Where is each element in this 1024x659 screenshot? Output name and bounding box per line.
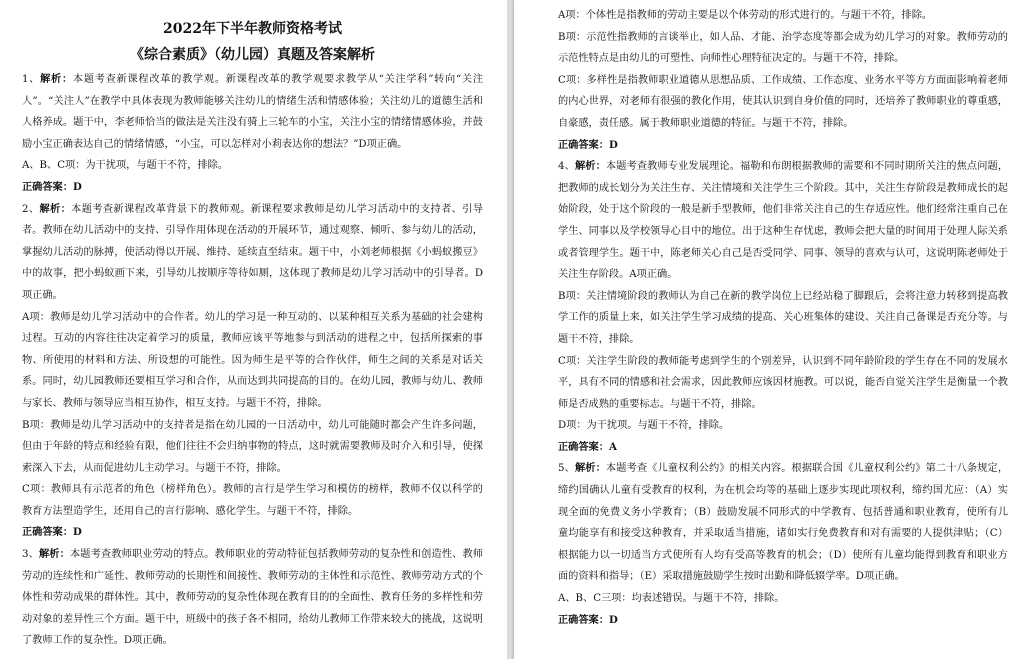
left-page-body — [22, 69, 483, 652]
document-title: 2022年下半年教师资格考试 — [163, 21, 342, 37]
answer-label: 正确答案： — [558, 613, 609, 626]
option-analysis: C项：关注学生阶段的教师能考虑到学生的个别差异，认识到不同年龄阶段的学生存在不同的发展水平，具有不同的情感和社会需求，因此教师应该因材施教。可以说，能否自觉关注学生是衡量一个教师是否成熟的重要标志。与题干不符，排除。 — [558, 355, 1008, 410]
option-analysis: B项：教师是幼儿学习活动中的支持者是指在幼儿园的一日活动中，幼儿可能随时都会产生许多问题，但由于年龄的特点和经验有限，他们往往不会归纳事物的特点，这时就需要教师及时介入和引导，使探索深入下去，从而促进幼儿主动学习。与题干不符，排除。 — [22, 419, 483, 474]
correct-answer — [558, 610, 1008, 632]
explanation-label: 解析： — [38, 548, 70, 561]
option-analysis: C项：教师具有示范者的角色（榜样角色）。教师的言行是学生学习和模仿的榜样，教师不仅以科学的教育方法塑造学生，还用自己的言行影响、感化学生。与题干不符，排除。 — [22, 484, 483, 517]
explanation-label: 解析： — [574, 462, 606, 475]
question-explanation — [22, 199, 483, 307]
question-explanation — [22, 544, 483, 652]
right-page-body — [558, 5, 1008, 631]
question-number: 1、 — [22, 74, 41, 85]
option-analysis: B项：关注情境阶段的教师认为自己在新的教学岗位上已经站稳了脚跟后，会将注意力转移到提高教学工作的质量上来，如关注学生学习成绩的提高、关心班集体的建设、关注自己备课是否充分等。与题干不符，排除。 — [558, 290, 1008, 345]
option-analysis: A、B、C三项：均表述错误。与题干不符，排除。 — [558, 593, 785, 605]
correct-answer — [22, 522, 483, 544]
option-analysis: C项：多样性是指教师职业道德从思想品质、工作成绩、工作态度、业务水平等方方面面影响着老师的内心世界，对老师有很强的教化作用，使其认识到自身价值的同时，还培养了教师职业的尊重感，自豪感，责任感。属于教师职业道德的特征。与题干不符，排除。 — [558, 74, 1008, 129]
answer-label: 正确答案： — [22, 180, 73, 193]
option-analysis: D项：为干扰项。与题干不符，排除。 — [558, 420, 730, 432]
answer-value: A — [608, 440, 617, 453]
answer-value: D — [608, 613, 618, 626]
option-analysis: A项：个体性是指教师的劳动主要是以个体劳动的形式进行的。与题干不符，排除。 — [558, 10, 933, 21]
document-subtitle: 《综合素质》（幼儿园）真题及答案解析 — [130, 47, 375, 63]
question-explanation — [558, 156, 1008, 286]
explanation-label: 解析： — [40, 73, 73, 85]
option-analysis: A、B、C项：为干扰项，与题干不符，排除。 — [22, 160, 229, 172]
correct-answer — [558, 135, 1008, 157]
option-analysis: B项：示范性指教师的言谈举止，如人品、才能、治学态度等都会成为幼儿学习的对象。教师劳动的示范性特点是由幼儿的可塑性、向师性心理特征决定的。与题干不符，排除。 — [558, 31, 1008, 65]
page-left — [0, 0, 507, 659]
answer-value: D — [72, 526, 82, 539]
explanation-label: 解析： — [574, 160, 606, 173]
question-explanation — [22, 69, 483, 155]
page-gap — [507, 0, 514, 659]
answer-label: 正确答案： — [558, 138, 609, 151]
answer-label: 正确答案： — [558, 440, 609, 453]
correct-answer — [558, 437, 1008, 459]
answer-label: 正确答案： — [22, 526, 73, 539]
explanation-text: 本题考查教师职业劳动的特点。教师职业的劳动特征包括教师劳动的复杂性和创造性、教师劳动的连续性和广延性、教师劳动的长期性和间接性、教师劳动的主体性和示范性、教师劳动方式的个体性和劳动成果的群体性。其中，教师劳动的复杂性体现在教育目的的全面性、教育任务的多样性和劳动对象的差异性三个方面。题干中，班级中的孩子各不相同，给幼儿教师工作带来较大的挑战，这说明了教师工作的复杂性。D项正确。 — [22, 549, 484, 647]
correct-answer — [22, 177, 483, 199]
option-analysis: A项：教师是幼儿学习活动中的合作者。幼儿的学习是一种互动的、以某种相互关系为基础的社会建构过程。互动的内容往往决定着学习的质量，教师应该平等地参与到活动的进程之中，包括所探索的事物、所使用的材料和方法、所设想的可能性。因为师生是平等的合作伙伴，师生之间的关系是对话关系。同时，幼儿园教师还要相互学习和合作，从而达到共同提高的目的。在幼儿园，教师与幼儿、教师与家长、教师与领导应当相互协作，相互支持。与题干不符，排除。 — [22, 311, 483, 409]
question-explanation — [558, 458, 1008, 588]
answer-value: D — [72, 180, 82, 193]
explanation-text: 本题考查教师专业发展理论。福勒和布朗根据教师的需要和不同时期所关注的焦点问题，把教师的成长划分为关注生存、关注情境和关注学生三个阶段。其中，关注生存阶段是教师成长的起始阶段，处于这个阶段的一般是新手型教师，他们非常关注自己的生存适应性。他们经常注重自己在学生、同事以及学校领导心目中的地位。出于这种生存忧虑，教师会把大量的时间用于处理人际关系或者管理学生。题干中，陈老师关心自己是否受同学、同事、领导的喜欢与认可，这说明陈老师处于关注生存阶段。A项正确。 — [558, 161, 1009, 281]
answer-value: D — [608, 138, 618, 151]
explanation-text: 本题考查《儿童权利公约》的相关内容。根据联合国《儿童权利公约》第二十八条规定，缔约国确认儿童有受教育的权利，为在机会均等的基础上逐步实现此项权利，缔约国尤应：（A）实现全面的免费义务小学教育；（B）鼓励发展不同形式的中学教育、包括普通和职业教育，使所有儿童均能享有和接受这种教育，并采取适当措施，诸如实行免费教育和对有需要的人提供津贴；（C）根据能力以一切适当方式使所有人均有受高等教育的机会；（D）使所有儿童均能得到教育和职业方面的资料和指导；（E）采取措施鼓励学生按时出勤和降低辍学率。D项正确。 — [558, 463, 1009, 583]
page-right — [514, 0, 1024, 659]
question-number: 2、 — [22, 203, 40, 215]
explanation-label: 解析： — [39, 202, 72, 215]
question-number: 4、 — [558, 161, 575, 173]
question-number: 3、 — [22, 549, 39, 561]
explanation-text: 本题考查新课程改革的教学观。新课程改革的教学观要求教学从“关注学科”转向“关注人”。“关注人”在教学中具体表现为教师能够关注幼儿的情绪生活和情感体验；关注幼儿的道德生活和人格养成。题干中，李老师恰当的做法是关注没有骑上三轮车的小宝，关注小宝的情绪情感体验，并鼓励小宝正确表达自己的情绪情感，“小宝，可以怎样对小莉表达你的想法？”D项正确。 — [22, 74, 484, 150]
question-number: 5、 — [558, 463, 575, 475]
explanation-text: 本题考查新课程改革背景下的教师观。新课程要求教师是幼儿学习活动中的支持者、引导者。教师在幼儿活动中的支持、引导作用体现在活动的开展环节，通过观察、倾听、参与幼儿的活动，掌握幼儿活动的脉搏，使活动得以开展、维持、延续直至结束。题干中，小刘老师根据《小蚂蚁搬豆》中的故事，把小蚂蚁画下来，引导幼儿按顺序等待如厕，这体现了教师是幼儿学习活动中的引导者。D项正确。 — [22, 203, 484, 301]
